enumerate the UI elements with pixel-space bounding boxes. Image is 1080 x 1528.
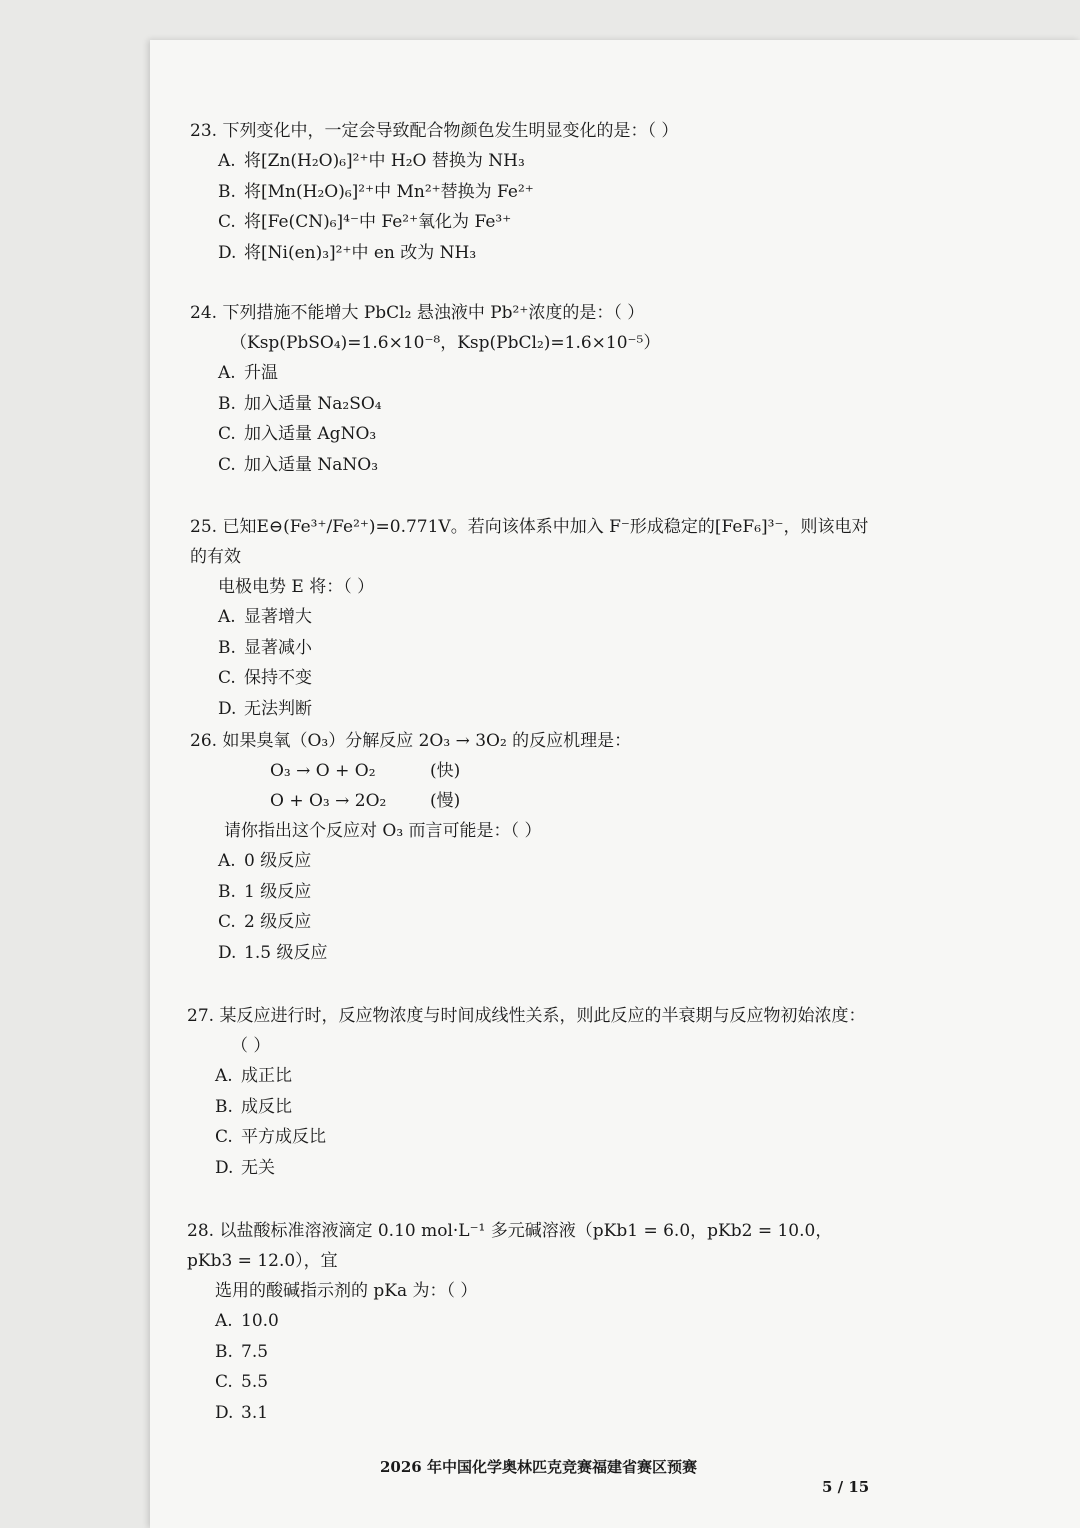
option-c: C. 保持不变 bbox=[218, 668, 312, 688]
option-a: A. 0 级反应 bbox=[218, 851, 312, 871]
option-a: A. 将[Zn(H₂O)₆]²⁺中 H₂O 替换为 NH₃ bbox=[218, 151, 525, 171]
question-stem: 27. 某反应进行时，反应物浓度与时间成线性关系，则此反应的半衰期与反应物初始浓度： bbox=[187, 1006, 866, 1026]
question-23 bbox=[190, 116, 880, 268]
option-b: B. 成反比 bbox=[215, 1096, 292, 1117]
mechanism-step-2: O + O₃ → 2O₂ (慢) bbox=[270, 791, 461, 811]
option-c: C. 将[Fe(CN)₆]⁴⁻中 Fe²⁺氧化为 Fe³⁺ bbox=[218, 212, 512, 232]
option-a: A. 升温 bbox=[218, 363, 278, 383]
option-d: D. 将[Ni(en)₃]²⁺中 en 改为 NH₃ bbox=[218, 242, 477, 263]
option-b: B. 加入适量 Na₂SO₄ bbox=[218, 393, 382, 414]
option-b: B. 1 级反应 bbox=[218, 881, 312, 902]
option-b: B. 7.5 bbox=[215, 1341, 269, 1362]
question-27 bbox=[187, 1001, 877, 1183]
option-b: B. 显著减小 bbox=[218, 637, 312, 658]
option-d: D. 3.1 bbox=[215, 1402, 269, 1423]
option-c2: C. 加入适量 NaNO₃ bbox=[218, 454, 379, 475]
question-stem-cont: 电极电势 E 将：（ ） bbox=[218, 577, 375, 597]
question-stem: 25. 已知E⊖(Fe³⁺/Fe²⁺)=0.771V。若向该体系中加入 F⁻形成稳定的[FeF₆]³⁻，则该电对的有效 bbox=[190, 517, 869, 567]
question-stem-cont: 选用的酸碱指示剂的 pKa 为：（ ） bbox=[215, 1281, 478, 1301]
option-d: D. 1.5 级反应 bbox=[218, 942, 328, 963]
question-stem: 24. 下列措施不能增大 PbCl₂ 悬浊液中 Pb²⁺浓度的是：（ ） bbox=[190, 303, 645, 323]
question-stem: 23. 下列变化中，一定会导致配合物颜色发生明显变化的是：（ ） bbox=[190, 121, 679, 141]
option-b: B. 将[Mn(H₂O)₆]²⁺中 Mn²⁺替换为 Fe²⁺ bbox=[218, 181, 534, 202]
question-stem: 26. 如果臭氧（O₃）分解反应 2O₃ → 3O₂ 的反应机理是： bbox=[190, 731, 632, 751]
question-25 bbox=[190, 512, 880, 724]
question-stem: 28. 以盐酸标准溶液滴定 0.10 mol·L⁻¹ 多元碱溶液（pKb1 = 6.0，pKb2 = 10.0，pKb3 = 12.0），宜 bbox=[187, 1221, 833, 1271]
ksp-note: （Ksp(PbSO₄)=1.6×10⁻⁸，Ksp(PbCl₂)=1.6×10⁻⁵） bbox=[230, 333, 661, 353]
option-d: D. 无法判断 bbox=[218, 698, 312, 719]
mechanism-step-1: O₃ → O + O₂ (快) bbox=[270, 761, 461, 781]
page-number: 5 / 15 bbox=[822, 1478, 870, 1496]
footer-title: 2026 年中国化学奥林匹克竞赛福建省赛区预赛 bbox=[380, 1458, 697, 1476]
option-c: C. 5.5 bbox=[215, 1372, 269, 1392]
question-28 bbox=[187, 1216, 877, 1428]
question-24 bbox=[190, 298, 880, 480]
option-c: C. 加入适量 AgNO₃ bbox=[218, 424, 377, 444]
option-a: A. 显著增大 bbox=[218, 607, 312, 627]
option-c: C. 2 级反应 bbox=[218, 912, 312, 932]
option-a: A. 成正比 bbox=[215, 1066, 292, 1086]
question-stem-cont: （ ） bbox=[231, 1036, 271, 1056]
option-a: A. 10.0 bbox=[215, 1311, 279, 1331]
option-d: D. 无关 bbox=[215, 1157, 275, 1178]
question-26 bbox=[190, 726, 880, 968]
question-ask: 请你指出这个反应对 O₃ 而言可能是：（ ） bbox=[224, 821, 542, 841]
option-c: C. 平方成反比 bbox=[215, 1127, 326, 1147]
